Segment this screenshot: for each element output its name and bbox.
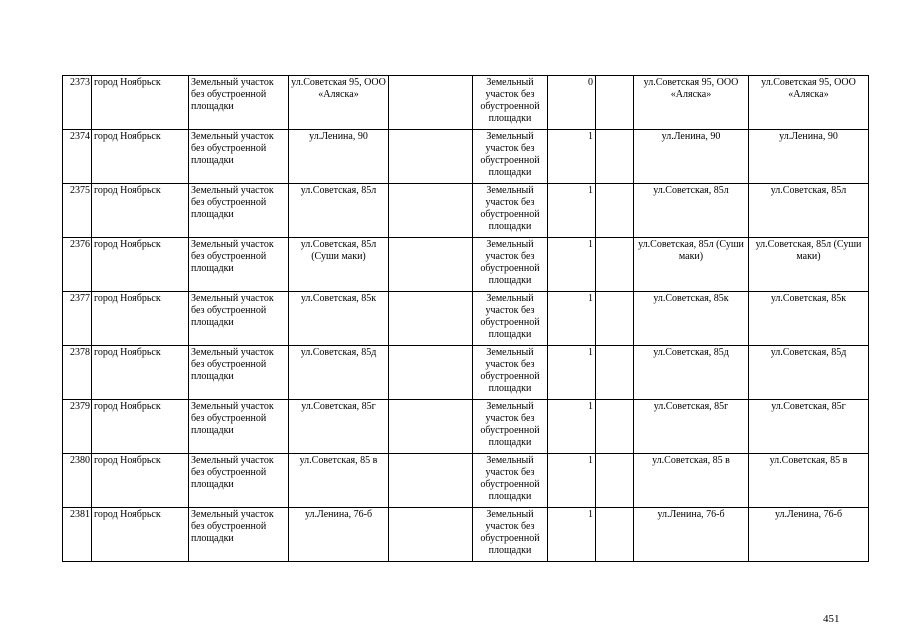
site-type-duplicate-cell: Земельный участок без обустроенной площадки — [473, 238, 548, 292]
site-type-cell: Земельный участок без обустроенной площадки — [189, 184, 289, 238]
table-row — [63, 130, 869, 184]
table-row — [63, 292, 869, 346]
city-cell: город Ноябрьск — [92, 238, 189, 292]
address-cell: ул.Ленина, 76-б — [289, 508, 389, 562]
empty-cell — [389, 76, 473, 130]
address-duplicate-cell: ул.Ленина, 90 — [634, 130, 749, 184]
site-type-duplicate-cell: Земельный участок без обустроенной площадки — [473, 400, 548, 454]
empty-cell — [596, 238, 634, 292]
empty-cell — [389, 130, 473, 184]
address-duplicate-cell: ул.Ленина, 76-б — [634, 508, 749, 562]
site-type-cell: Земельный участок без обустроенной площадки — [189, 76, 289, 130]
row-number-cell: 2378 — [63, 346, 92, 400]
empty-cell — [389, 400, 473, 454]
address-location-cell: ул.Советская, 85д — [749, 346, 869, 400]
address-location-cell: ул.Советская, 85л (Суши маки) — [749, 238, 869, 292]
empty-cell — [596, 400, 634, 454]
site-type-duplicate-cell: Земельный участок без обустроенной площадки — [473, 184, 548, 238]
site-type-cell: Земельный участок без обустроенной площадки — [189, 454, 289, 508]
table-row — [63, 238, 869, 292]
address-cell: ул.Советская, 85г — [289, 400, 389, 454]
row-number-cell: 2374 — [63, 130, 92, 184]
address-duplicate-cell: ул.Советская, 85д — [634, 346, 749, 400]
count-cell: 1 — [548, 292, 596, 346]
address-location-cell: ул.Советская, 85л — [749, 184, 869, 238]
table-row — [63, 454, 869, 508]
row-number-cell: 2381 — [63, 508, 92, 562]
city-cell: город Ноябрьск — [92, 184, 189, 238]
empty-cell — [389, 508, 473, 562]
empty-cell — [596, 184, 634, 238]
row-number-cell: 2373 — [63, 76, 92, 130]
empty-cell — [389, 238, 473, 292]
count-cell: 1 — [548, 454, 596, 508]
empty-cell — [596, 508, 634, 562]
address-cell: ул.Советская, 85л — [289, 184, 389, 238]
address-cell: ул.Советская, 85д — [289, 346, 389, 400]
count-cell: 1 — [548, 184, 596, 238]
count-cell: 1 — [548, 238, 596, 292]
city-cell: город Ноябрьск — [92, 508, 189, 562]
site-type-duplicate-cell: Земельный участок без обустроенной площадки — [473, 130, 548, 184]
empty-cell — [596, 292, 634, 346]
row-number-cell: 2379 — [63, 400, 92, 454]
address-cell: ул.Советская, 85л (Суши маки) — [289, 238, 389, 292]
city-cell: город Ноябрьск — [92, 346, 189, 400]
empty-cell — [596, 346, 634, 400]
count-cell: 0 — [548, 76, 596, 130]
count-cell: 1 — [548, 400, 596, 454]
table-row — [63, 184, 869, 238]
table-row — [63, 346, 869, 400]
site-type-duplicate-cell: Земельный участок без обустроенной площадки — [473, 508, 548, 562]
site-type-duplicate-cell: Земельный участок без обустроенной площадки — [473, 454, 548, 508]
empty-cell — [596, 76, 634, 130]
count-cell: 1 — [548, 130, 596, 184]
address-location-cell: ул.Ленина, 90 — [749, 130, 869, 184]
site-type-cell: Земельный участок без обустроенной площадки — [189, 130, 289, 184]
city-cell: город Ноябрьск — [92, 454, 189, 508]
count-cell: 1 — [548, 508, 596, 562]
address-duplicate-cell: ул.Советская, 85к — [634, 292, 749, 346]
address-duplicate-cell: ул.Советская, 85 в — [634, 454, 749, 508]
address-location-cell: ул.Советская, 85к — [749, 292, 869, 346]
row-number-cell: 2375 — [63, 184, 92, 238]
address-location-cell: ул.Советская, 85 в — [749, 454, 869, 508]
site-type-duplicate-cell: Земельный участок без обустроенной площадки — [473, 292, 548, 346]
site-type-cell: Земельный участок без обустроенной площадки — [189, 508, 289, 562]
site-type-cell: Земельный участок без обустроенной площадки — [189, 346, 289, 400]
table-body — [63, 76, 869, 562]
site-type-cell: Земельный участок без обустроенной площадки — [189, 238, 289, 292]
address-location-cell: ул.Ленина, 76-б — [749, 508, 869, 562]
empty-cell — [596, 454, 634, 508]
registry-table — [62, 75, 869, 562]
table-row — [63, 400, 869, 454]
table-row — [63, 508, 869, 562]
row-number-cell: 2376 — [63, 238, 92, 292]
address-cell: ул.Ленина, 90 — [289, 130, 389, 184]
site-type-cell: Земельный участок без обустроенной площадки — [189, 292, 289, 346]
empty-cell — [389, 454, 473, 508]
empty-cell — [389, 292, 473, 346]
table-row — [63, 76, 869, 130]
row-number-cell: 2377 — [63, 292, 92, 346]
city-cell: город Ноябрьск — [92, 76, 189, 130]
address-duplicate-cell: ул.Советская, 85г — [634, 400, 749, 454]
address-cell: ул.Советская, 85 в — [289, 454, 389, 508]
page-number: 451 — [823, 613, 840, 625]
site-type-duplicate-cell: Земельный участок без обустроенной площадки — [473, 346, 548, 400]
site-type-cell: Земельный участок без обустроенной площадки — [189, 400, 289, 454]
address-duplicate-cell: ул.Советская, 85л (Суши маки) — [634, 238, 749, 292]
address-location-cell: ул.Советская 95, ООО «Аляска» — [749, 76, 869, 130]
city-cell: город Ноябрьск — [92, 130, 189, 184]
address-cell: ул.Советская, 85к — [289, 292, 389, 346]
site-type-duplicate-cell: Земельный участок без обустроенной площадки — [473, 76, 548, 130]
row-number-cell: 2380 — [63, 454, 92, 508]
count-cell: 1 — [548, 346, 596, 400]
address-duplicate-cell: ул.Советская, 85л — [634, 184, 749, 238]
city-cell: город Ноябрьск — [92, 292, 189, 346]
empty-cell — [389, 184, 473, 238]
address-cell: ул.Советская 95, ООО «Аляска» — [289, 76, 389, 130]
address-location-cell: ул.Советская, 85г — [749, 400, 869, 454]
empty-cell — [389, 346, 473, 400]
empty-cell — [596, 130, 634, 184]
address-duplicate-cell: ул.Советская 95, ООО «Аляска» — [634, 76, 749, 130]
city-cell: город Ноябрьск — [92, 400, 189, 454]
